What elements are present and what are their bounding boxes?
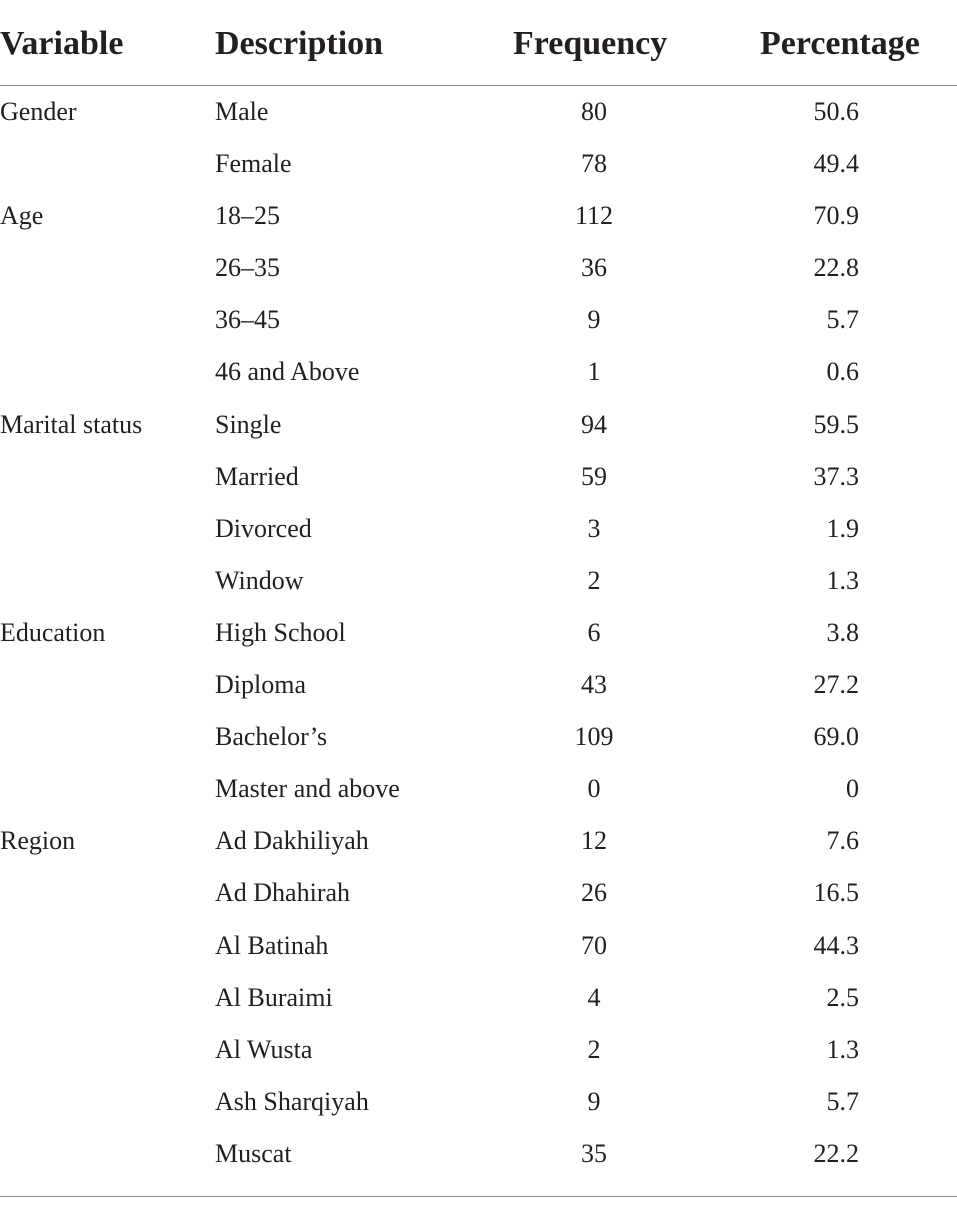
table-row xyxy=(0,1076,957,1128)
cell-variable: Gender xyxy=(0,97,77,126)
cell-percentage: 1.3 xyxy=(826,565,859,595)
table-body xyxy=(0,86,957,1180)
cell-description: Diploma xyxy=(215,670,306,700)
cell-percentage: 49.4 xyxy=(813,149,859,179)
cell-percentage: 2.5 xyxy=(826,982,859,1012)
cell-frequency: 80 xyxy=(581,97,607,126)
table-row xyxy=(0,451,957,503)
table-row xyxy=(0,607,957,659)
cell-percentage: 5.7 xyxy=(826,1086,859,1116)
table-row xyxy=(0,867,957,919)
cell-frequency: 9 xyxy=(587,1086,601,1116)
table-row xyxy=(0,190,957,242)
table-row xyxy=(0,972,957,1024)
cell-frequency: 4 xyxy=(587,982,601,1012)
cell-frequency: 6 xyxy=(587,617,601,647)
cell-frequency: 36 xyxy=(581,253,607,283)
cell-frequency: 0 xyxy=(587,774,601,804)
cell-frequency: 43 xyxy=(581,670,607,700)
cell-description: 46 and Above xyxy=(215,357,360,387)
cell-percentage: 0.6 xyxy=(826,357,859,387)
cell-description: 36–45 xyxy=(215,305,280,335)
cell-description: 26–35 xyxy=(215,253,280,283)
table-row xyxy=(0,555,957,607)
cell-description: Bachelor’s xyxy=(215,722,328,752)
cell-description: Al Wusta xyxy=(215,1034,313,1064)
cell-variable: Age xyxy=(0,201,44,231)
table-row xyxy=(0,242,957,294)
table-row xyxy=(0,711,957,763)
cell-percentage: 50.6 xyxy=(813,97,859,126)
cell-description: Window xyxy=(215,565,304,595)
cell-percentage: 22.2 xyxy=(813,1138,859,1168)
table-header-row xyxy=(0,0,957,86)
cell-frequency: 112 xyxy=(574,201,614,231)
cell-description: Al Buraimi xyxy=(215,982,333,1012)
cell-variable: Region xyxy=(0,826,76,856)
cell-percentage: 69.0 xyxy=(813,722,859,752)
cell-frequency: 109 xyxy=(574,722,614,752)
cell-frequency: 1 xyxy=(587,357,601,387)
header-frequency: Frequency xyxy=(513,25,668,62)
cell-frequency: 2 xyxy=(587,1034,601,1064)
table-row xyxy=(0,138,957,190)
cell-description: 18–25 xyxy=(215,201,280,231)
cell-description: Divorced xyxy=(215,513,312,543)
cell-percentage: 44.3 xyxy=(813,930,859,960)
cell-description: Al Batinah xyxy=(215,930,329,960)
table-row xyxy=(0,1024,957,1076)
table-row xyxy=(0,294,957,346)
cell-description: Master and above xyxy=(215,774,400,804)
cell-frequency: 2 xyxy=(587,565,601,595)
table-row xyxy=(0,920,957,972)
cell-description: Ash Sharqiyah xyxy=(215,1086,369,1116)
table-row xyxy=(0,503,957,555)
cell-percentage: 3.8 xyxy=(826,617,859,647)
cell-frequency: 12 xyxy=(581,826,607,856)
cell-frequency: 59 xyxy=(581,461,607,491)
cell-percentage: 1.3 xyxy=(826,1034,859,1064)
cell-percentage: 7.6 xyxy=(826,826,859,856)
cell-description: High School xyxy=(215,617,346,647)
header-percentage: Percentage xyxy=(760,25,920,62)
cell-frequency: 78 xyxy=(581,149,607,179)
table-bottom-rule xyxy=(0,1196,957,1197)
cell-description: Male xyxy=(215,97,269,126)
cell-description: Muscat xyxy=(215,1138,292,1168)
header-description: Description xyxy=(215,25,384,62)
table-row xyxy=(0,815,957,867)
cell-frequency: 94 xyxy=(581,409,607,439)
table-row xyxy=(0,86,957,138)
cell-description: Ad Dakhiliyah xyxy=(215,826,369,856)
cell-description: Female xyxy=(215,149,292,179)
cell-variable: Marital status xyxy=(0,409,143,439)
cell-percentage: 1.9 xyxy=(826,513,859,543)
cell-description: Single xyxy=(215,409,282,439)
cell-percentage: 70.9 xyxy=(813,201,859,231)
cell-percentage: 5.7 xyxy=(826,305,859,335)
cell-percentage: 0 xyxy=(846,774,859,804)
header-variable: Variable xyxy=(0,25,124,62)
cell-description: Married xyxy=(215,461,299,491)
table-row xyxy=(0,763,957,815)
cell-variable: Education xyxy=(0,617,106,647)
cell-frequency: 70 xyxy=(581,930,607,960)
cell-percentage: 59.5 xyxy=(813,409,859,439)
table-row xyxy=(0,659,957,711)
cell-percentage: 27.2 xyxy=(813,670,859,700)
cell-description: Ad Dhahirah xyxy=(215,878,351,908)
table-row xyxy=(0,346,957,398)
table-row xyxy=(0,1128,957,1180)
cell-percentage: 37.3 xyxy=(813,461,859,491)
cell-frequency: 26 xyxy=(581,878,607,908)
cell-frequency: 3 xyxy=(587,513,601,543)
cell-percentage: 16.5 xyxy=(813,878,859,908)
table-row xyxy=(0,399,957,451)
cell-frequency: 9 xyxy=(587,305,601,335)
cell-frequency: 35 xyxy=(581,1138,607,1168)
cell-percentage: 22.8 xyxy=(813,253,859,283)
